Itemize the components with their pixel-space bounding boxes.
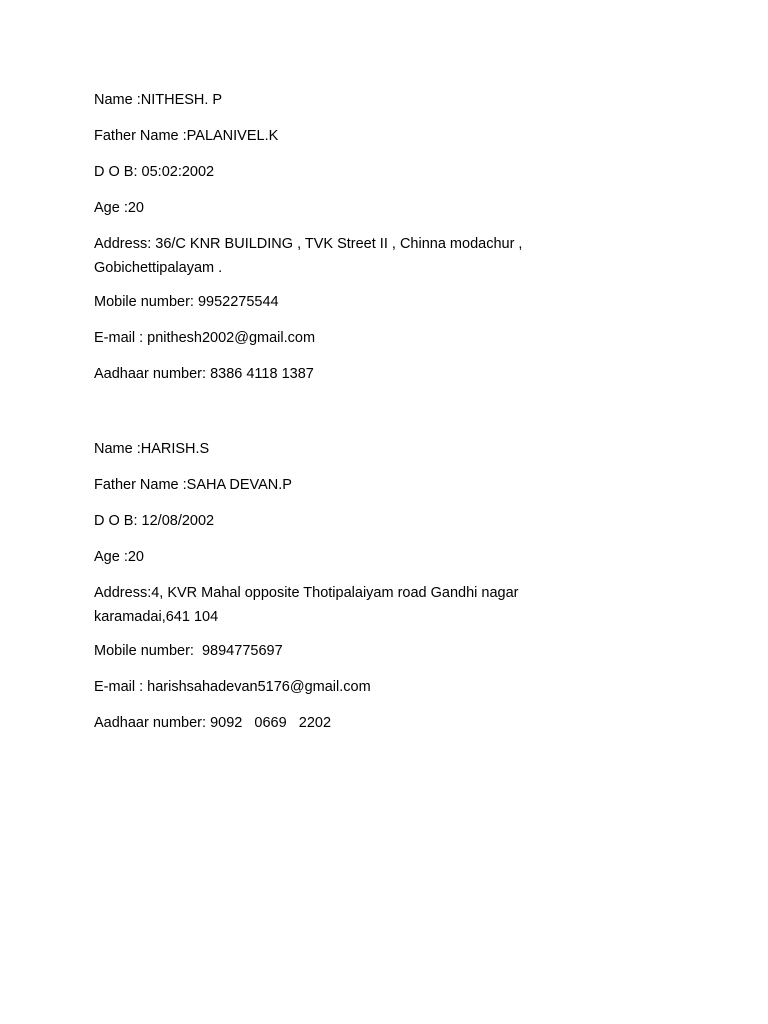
- father-name-line: Father Name :PALANIVEL.K: [94, 128, 279, 144]
- aadhaar-line: Aadhaar number: 9092 0669 2202: [94, 715, 332, 731]
- dob-line: D O B: 12/08/2002: [94, 513, 215, 529]
- age-line: Age :20: [94, 200, 144, 216]
- father-name-line: Father Name :SAHA DEVAN.P: [94, 477, 292, 493]
- record-block-1: [94, 88, 694, 398]
- mobile-line: Mobile number: 9894775697: [94, 643, 283, 659]
- email-line: E-mail : harishsahadevan5176@gmail.com: [94, 679, 371, 695]
- age-line: Age :20: [94, 549, 144, 565]
- dob-line: D O B: 05:02:2002: [94, 164, 215, 180]
- mobile-line: Mobile number: 9952275544: [94, 294, 279, 310]
- name-line: Name :NITHESH. P: [94, 92, 223, 108]
- address-line: Address:4, KVR Mahal opposite Thotipalaiyam road Gandhi nagar karamadai,641 104: [94, 585, 519, 625]
- record-block-2: [94, 437, 694, 747]
- address-line: Address: 36/C KNR BUILDING , TVK Street II , Chinna modachur , Gobichettipalayam .: [94, 236, 523, 276]
- aadhaar-line: Aadhaar number: 8386 4118 1387: [94, 366, 314, 382]
- name-line: Name :HARISH.S: [94, 441, 210, 457]
- email-line: E-mail : pnithesh2002@gmail.com: [94, 330, 316, 346]
